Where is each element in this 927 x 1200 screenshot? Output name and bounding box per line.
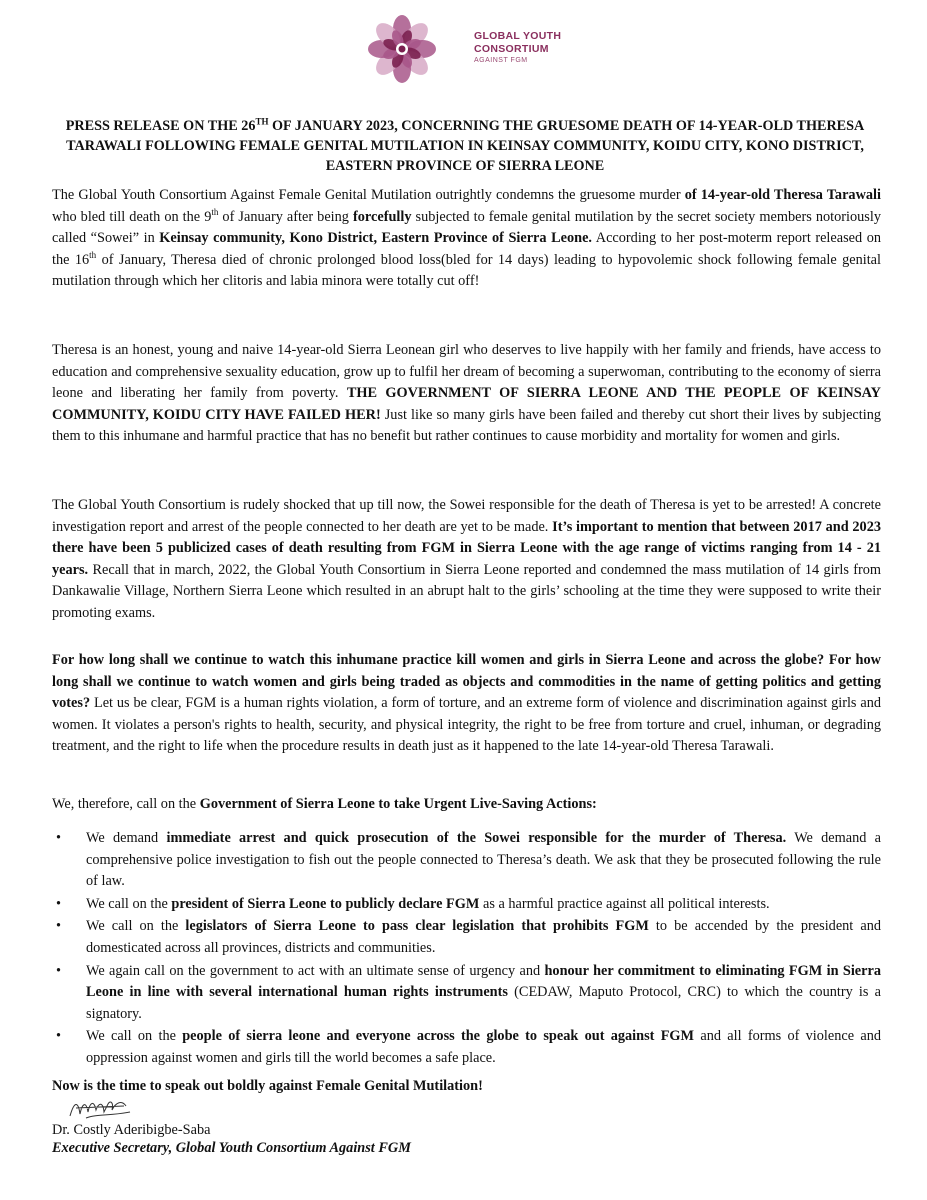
list-item: • We call on the people of sierra leone and everyone across the globe to speak out against FGM and all forms of violence and oppression against women and girls till the world becomes a safe place.	[56, 1028, 882, 1066]
paragraph-call-to-action: We, therefore, call on the Government of Sierra Leone to take Urgent Live-Saving Actions:	[52, 796, 597, 812]
list-item: • We demand immediate arrest and quick prosecution of the Sowei responsible for the murder of Theresa. We demand a comprehensive police investigation to fish out the people connected to Theresa’s death. We ask that they be prosecuted following the rule of law.	[56, 830, 882, 890]
closing-statement: Now is the time to speak out boldly against Female Genital Mutilation!	[52, 1078, 483, 1094]
bullet-icon: •	[56, 895, 62, 912]
press-release-title: PRESS RELEASE ON THE 26TH OF JANUARY 2023, CONCERNING THE GRUESOME DEATH OF 14-YEAR-OLD THERESA TARAWALI FOLLOWING FEMALE GENITAL MUTILATION IN KEINSAY COMMUNITY, KOIDU CITY, KONO DISTRICT, EASTERN PROVINCE OF SIERRA LEONE	[65, 116, 865, 174]
bullet-icon: •	[56, 830, 62, 846]
bullet-icon: •	[56, 962, 62, 979]
list-item: • We call on the legislators of Sierra Leone to pass clear legislation that prohibits FGM to be accended by the president and domesticated across all provinces, districts and communities.	[56, 918, 882, 956]
signer-name: Dr. Costly Aderibigbe-Saba	[52, 1122, 211, 1138]
logo-text-line-3: AGAINST FGM	[474, 57, 528, 64]
list-item: • We again call on the government to act with an ultimate sense of urgency and honour her commitment to eliminating FGM in Sierra Leone in line with several international human rights instruments (CEDAW, Maputo Protocol, CRC) to which the country is a signatory.	[56, 962, 881, 1022]
paragraph-condemnation: The Global Youth Consortium Against Female Genital Mutilation outrightly condemns the gruesome murder of 14-year-old Theresa Tarawali who bled till death on the 9th of January after being forcefully subjected to female genital mutilation by the secret society members notoriously called “Sowei” in Keinsay community, Kono District, Eastern Province of Sierra Leone. According to her post-moterm report released on the 16th of January, Theresa died of chronic prolonged blood loss(bled for 14 days) leading to hypovolemic shock following female genital mutilation through which her clitoris and labia minora were totally cut off!	[52, 187, 881, 290]
lotus-flower-icon	[366, 14, 466, 84]
signer-title: Executive Secretary, Global Youth Consortium Against FGM	[52, 1140, 411, 1156]
paragraph-human-rights: For how long shall we continue to watch this inhumane practice kill women and girls in Sierra Leone and across the globe? For how long shall we continue to watch women and girls being traded as objects and commodities in the name of getting politics and getting votes? Let us be clear, FGM is a human rights violation, a form of torture, and an extreme form of violence and discrimination against girls and women. It violates a person's rights to health, security, and physical integrity, the right to be free from torture and cruel, inhuman, or degrading treatment, and the right to life when the procedure results in death just as it happened to the late 14-year-old Theresa Tarawali.	[52, 652, 881, 755]
logo-text-line-2: CONSORTIUM	[474, 43, 549, 55]
list-item: • We call on the president of Sierra Leone to publicly declare FGM as a harmful practice against all political interests.	[52, 894, 881, 916]
paragraph-about-theresa: Theresa is an honest, young and naive 14-year-old Sierra Leonean girl who deserves to live happily with her family and friends, have access to education and comprehensive sexuality education, grow up to fulfil her dream of becoming a superwoman, contributing to the economy of sierra leone and liberating her family from poverty. THE GOVERNMENT OF SIERRA LEONE AND THE PEOPLE OF KEINSAY COMMUNITY, KOIDU CITY HAVE FAILED HER! Just like so many girls have been failed and thereby cut short their lives by subjecting them to this inhumane and harmful practice that has no benefit but rather continues to cause morbidity and mortality for women and girls.	[52, 342, 882, 445]
organization-logo	[366, 14, 566, 84]
demands-list	[52, 828, 881, 1071]
handwritten-signature	[66, 1094, 136, 1124]
logo-text-line-1: GLOBAL YOUTH	[474, 30, 562, 42]
bullet-icon: •	[56, 918, 62, 935]
paragraph-investigation: The Global Youth Consortium is rudely shocked that up till now, the Sowei responsible for the death of Theresa is yet to be arrested! A concrete investigation report and arrest of the people connected to her death are yet to be made. It’s important to mention that between 2017 and 2023 there have been 5 publicized cases of death resulting from FGM in Sierra Leone with the age range of victims ranging from 14 - 21 years. Recall that in march, 2022, the Global Youth Consortium in Sierra Leone reported and condemned the mass mutilation of 14 girls from Dankawalie Village, Northern Sierra Leone which resulted in an abrupt halt to the girls’ schooling at the time they were supposed to write their promoting exams.	[52, 497, 881, 621]
bullet-icon: •	[56, 1028, 62, 1045]
